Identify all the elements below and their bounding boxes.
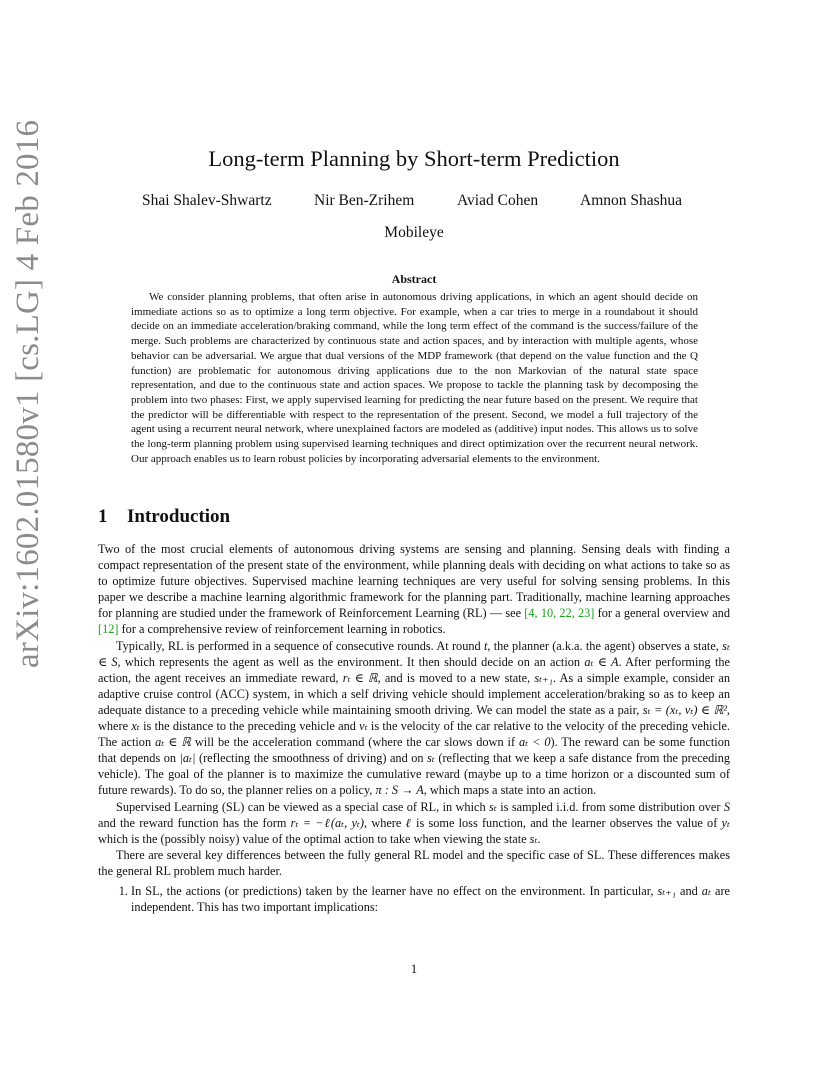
text-run: , where <box>98 702 730 734</box>
text-run: , which represents the agent as well as the environment. It then should decide on an action <box>117 654 585 669</box>
math: sₜ₊₁ <box>657 883 677 898</box>
section-number: 1 <box>98 506 108 527</box>
text-run: , where <box>364 815 406 830</box>
text-run: for a general overview and <box>594 606 730 621</box>
math: rₜ = −ℓ(aₜ, yₜ) <box>290 815 365 830</box>
text-run: which is the (possibly noisy) value of the optimal action to take when viewing the state <box>98 831 530 846</box>
math: sₜ <box>489 799 497 814</box>
text-run: is sampled i.i.d. from some distribution over <box>496 799 724 814</box>
section-title: Introduction <box>127 506 231 527</box>
author-name: Shai Shalev-Shwartz <box>142 192 272 209</box>
text-run: for a comprehensive review of reinforcement learning in robotics. <box>118 622 446 637</box>
math: π : S → A <box>375 783 424 798</box>
affiliation: Mobileye <box>384 224 444 241</box>
text-run: will be the acceleration command (where the car slows down if <box>190 735 519 750</box>
text-run: are independent. This has two important implications: <box>131 883 730 915</box>
math: sₜ <box>427 751 435 766</box>
math: t <box>483 638 488 653</box>
text-run: (reflecting the smoothness of driving) and on <box>195 751 428 766</box>
paragraph <box>98 799 730 847</box>
text-run: and <box>676 883 702 898</box>
text-run: . As a simple example, consider an adaptive cruise control (ACC) system, in which a self driving vehicle should implement acceleration/braking so as to keep an adequate distance to a preceding vehicle while maintaining smooth driving. We can model the state as a pair, <box>98 670 731 717</box>
math: S <box>723 799 730 814</box>
math: yₜ <box>721 815 730 830</box>
math: sₜ = (xₜ, vₜ) ∈ ℝ² <box>642 702 727 717</box>
text-run: (reflecting that we keep a safe distance from the preceding vehicle). The goal of the planner is to maximize the cumulative reward (maybe up to a time horizon or a discounted sum of future rewards). To do so, the planner relies on a policy, <box>98 751 730 798</box>
text-run: Two of the most crucial elements of autonomous driving systems are sensing and planning. Sensing deals with finding a compact representation of the present state of the environment, while planning deals with deciding on what actions to take so as to optimize future objectives. Supervised machine learning techniques are very useful for solving sensing problems. In this paper we describe a machine learning algorithmic framework for the planning part. Traditionally, machine learning approaches for planning are studied under the framework of Reinforcement Learning (RL) — see <box>98 542 730 621</box>
text-run: , the planner (a.k.a. the agent) observes a state, <box>487 638 723 653</box>
math: sₜ₊₁ <box>534 670 553 685</box>
arxiv-identifier: arXiv:1602.01580v1 [cs.LG] 4 Feb 2016 <box>10 119 46 668</box>
page-number: 1 <box>410 962 418 976</box>
text-run: ). The reward can be some function that depends on <box>98 735 731 766</box>
math: aₜ ∈ A <box>584 654 619 669</box>
text-run: is the velocity of the car relative to the velocity of the preceding vehicle. The action <box>98 719 730 750</box>
math: ℓ <box>405 815 412 830</box>
text-run: Typically, RL is performed in a sequence of consecutive rounds. At round <box>116 638 484 653</box>
list-item <box>131 883 730 915</box>
text-run: is the distance to the preceding vehicle and <box>139 719 360 734</box>
section-heading <box>98 506 230 528</box>
abstract-heading: Abstract <box>391 272 437 286</box>
numbered-list <box>98 883 730 915</box>
math: |aₜ| <box>179 751 196 766</box>
paragraph <box>98 541 730 638</box>
text-run: is some loss function, and the learner observes the value of <box>411 815 722 830</box>
math: sₜ <box>529 831 538 846</box>
author-name: Aviad Cohen <box>457 192 539 209</box>
math: aₜ < 0 <box>519 735 551 750</box>
citation-link[interactable]: [4, 10, 22, 23] <box>524 606 595 621</box>
text-run: , which maps a state into an action. <box>423 783 597 798</box>
paragraph <box>98 638 730 799</box>
math: vₜ <box>359 719 368 734</box>
abstract-text: We consider planning problems, that often arise in autonomous driving applications, in which an agent should decide on immediate actions so as to optimize a long term objective. For example, when a car tries to merge in a roundabout it should decide on an immediate acceleration/braking command, while the long term effect of the command is the success/failure of the merge. Such problems are characterized by continuous state and action spaces, and by interaction with multiple agents, whose behavior can be adversarial. We argue that dual versions of the MDP framework (that depend on the value function and the Q function) are problematic for autonomous driving applications due to the non Markovian of the natural state space representation, and due to the continuous state and action spaces. We propose to tackle the planning task by decomposing the problem into two phases: First, we apply supervised learning for predicting the near future based on the present. We require that the predictor will be differentiable with respect to the representation of the present. Second, we model a full trajectory of the agent using a recurrent neural network, where unexplained factors are modeled as (additive) input nodes. This allows us to solve the long-term planning problem using supervised learning techniques and direct optimization over the recurrent neural network. Our approach enables us to learn robust policies by incorporating adversarial elements to the environment. <box>131 291 698 465</box>
math: xₜ <box>131 719 140 734</box>
math: rₜ ∈ ℝ <box>342 670 378 685</box>
text-run: . <box>537 831 541 846</box>
text-run: and the reward function has the form <box>98 815 291 830</box>
math: aₜ <box>701 883 711 898</box>
math: aₜ ∈ ℝ <box>155 735 191 750</box>
text-run: In SL, the actions (or predictions) taken by the learner have no effect on the environment. In particular, <box>131 883 658 898</box>
citation-link[interactable]: [12] <box>98 622 119 637</box>
author-name: Nir Ben-Zrihem <box>314 192 415 209</box>
paper-title: Long-term Planning by Short-term Prediction <box>208 146 620 171</box>
text-run: . After performing the action, the agent receives an immediate reward, <box>98 654 730 685</box>
paragraph: There are several key differences between the fully general RL model and the specific case of SL. These differences makes the general RL problem much harder. <box>98 847 730 878</box>
math: sₜ ∈ S <box>98 638 730 669</box>
text-run: Supervised Learning (SL) can be viewed as a special case of RL, in which <box>116 799 489 814</box>
author-name: Amnon Shashua <box>580 192 683 209</box>
body-text <box>98 541 730 915</box>
text-run: , and is moved to a new state, <box>377 670 535 685</box>
